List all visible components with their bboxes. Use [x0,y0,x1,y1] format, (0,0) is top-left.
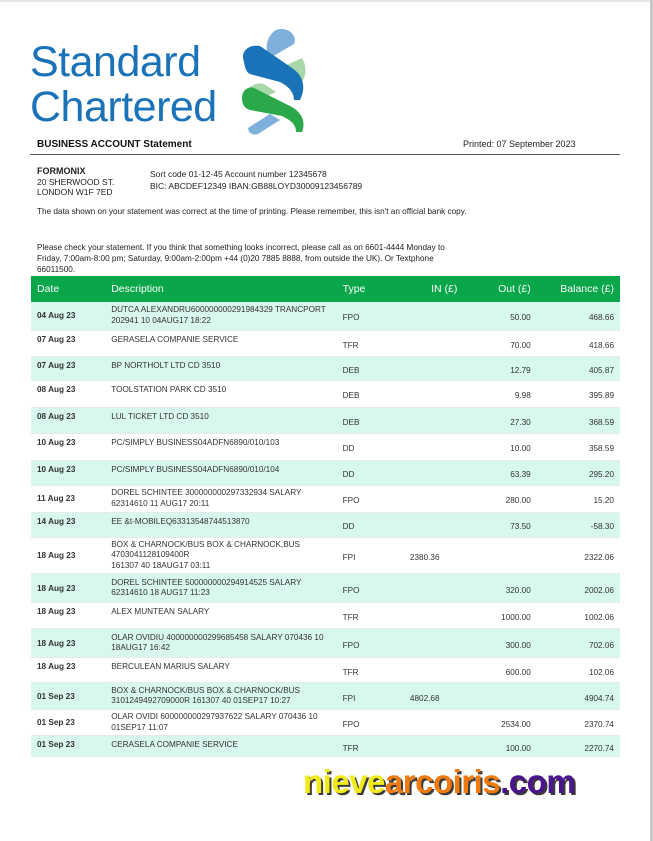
help-text: Please check your statement. If you think that something looks incorrect, please call as on 6601-4444 Monday to Friday, 7:00am-8:00 pm; Saturday, 9:00am-2:00pm +44 (0)20 7885 8888, from outside the UK). Or Textphone 66011500. [37,243,445,274]
cell-type [337,736,390,757]
out-value: 27.30 [510,417,531,427]
watermark-part-3: .com [500,763,576,800]
table-row [31,629,620,658]
cell-in [390,460,463,485]
out-value: 10.00 [510,444,531,453]
balance-value: 2322.06 [584,552,614,562]
cell-balance [537,460,620,485]
cell-type [337,380,390,407]
date-value: 08 Aug 23 [37,411,76,421]
balance-value: 295.20 [588,470,614,479]
cell-balance [537,433,620,460]
out-value: 70.00 [510,340,531,350]
cell-in [390,512,463,537]
cell-out [463,485,536,512]
out-value: 320.00 [505,585,531,595]
cell-type [337,485,390,512]
cell-balance [537,736,620,757]
table-row [31,658,620,683]
cell-description [105,736,336,757]
cell-in [390,683,463,710]
cell-description [105,407,336,433]
cell-balance [537,683,620,710]
cell-balance [537,574,620,603]
cell-out [463,433,536,460]
date-value: 01 Sep 23 [37,718,75,727]
cell-balance [537,710,620,736]
cell-balance [537,629,620,658]
column-header-balance: Balance (£) [537,276,620,302]
cell-out [463,380,536,407]
balance-value: 702.06 [588,640,614,650]
cell-description [105,460,336,485]
table-row [31,603,620,629]
customer-address-line-2: LONDON W1F 7ED [37,187,113,197]
out-value: 12.79 [510,365,531,375]
out-value: 73.50 [510,522,531,531]
cell-date [31,658,105,683]
type-value: TFR [342,743,359,753]
balance-value: 395.89 [588,391,614,400]
cell-description [105,683,336,710]
cell-date [31,356,105,380]
cell-out [463,736,536,757]
description-line-1: DOREL SCHINTEE 500000000294914525 SALARY [111,577,302,587]
description-line-1: EE &t-MOBILEQ63313548744513870 [111,516,250,526]
cell-out [463,574,536,603]
date-value: 10 Aug 23 [37,437,76,447]
cell-date [31,460,105,485]
cell-type [337,658,390,683]
description-line-1: PC/SIMPLY BUSINESS04ADFN6890/010/104 [111,464,280,474]
statement-title: BUSINESS ACCOUNT Statement [37,139,192,150]
balance-value: 405.87 [588,365,614,375]
column-header-out: Out (£) [463,276,536,302]
bic-iban: BIC: ABCDEF12349 IBAN:GB88LOYD30009123456789 [150,181,363,191]
customer-block [37,166,114,198]
table-row [31,710,620,736]
account-details [150,168,362,192]
description-line-1: DOREL SCHINTEE 300000000297332934 SALARY [111,488,302,497]
cell-balance [537,407,620,433]
table-row [31,537,620,574]
balance-value: 468.66 [588,313,614,323]
type-value: FPO [342,640,360,650]
cell-in [390,736,463,757]
column-header-in: IN (£) [390,276,463,302]
date-value: 01 Sep 23 [37,740,75,749]
cell-description [105,330,336,356]
cell-type [337,603,390,629]
cell-description [105,356,336,380]
out-value: 300.00 [505,640,531,650]
cell-type [337,710,390,736]
balance-value: 4904.74 [584,693,614,703]
cell-description [105,433,336,460]
balance-value: 15.20 [593,496,614,505]
cell-out [463,658,536,683]
date-value: 11 Aug 23 [37,494,75,503]
cell-balance [537,330,620,356]
cell-in [390,302,463,330]
cell-date [31,433,105,460]
column-header-date: Date [31,276,105,302]
cell-date [31,407,105,433]
column-header-type: Type [337,276,390,302]
description-line-1: CERASELA COMPANIE SERVICE [111,740,238,749]
brand-line-1: Standard [30,38,201,86]
type-value: DD [342,522,355,531]
description-line-1: OLAR OVIDIU 400000000299685458 SALARY 070436 10 [111,632,324,642]
cell-date [31,380,105,407]
description-line-2: 62314610 18 AUG17 11:23 [111,588,210,597]
cell-in [390,380,463,407]
transactions-table [31,276,620,757]
cell-out [463,356,536,380]
cell-type [337,302,390,330]
type-value: FPO [342,496,360,505]
table-row [31,460,620,485]
cell-type [337,356,390,380]
table-row [31,330,620,356]
table-row [31,433,620,460]
cell-balance [537,380,620,407]
type-value: TFR [342,613,359,622]
out-value: 600.00 [505,667,531,677]
cell-description [105,380,336,407]
table-row [31,356,620,380]
column-header-description: Description [105,276,336,302]
date-value: 18 Aug 23 [37,550,76,560]
cell-date [31,603,105,629]
date-value: 08 Aug 23 [37,384,76,394]
cell-out [463,302,536,330]
in-value: 2380.36 [409,552,440,562]
cell-out [463,407,536,433]
balance-value: 102.06 [588,667,614,677]
cell-description [105,537,336,574]
customer-address-line-1: 20 SHERWOOD ST. [37,176,115,187]
description-line-2: 3101249492709000R 161307 40 01SEP17 10:27 [111,696,291,705]
cell-date [31,330,105,356]
cell-type [337,574,390,603]
cell-date [31,683,105,710]
type-value: DEB [342,417,360,427]
statement-notice: The data shown on your statement was correct at the time of printing. Please remember, this isn't an official bank copy. [37,207,467,216]
header-divider [30,154,620,155]
balance-value: 358.59 [588,444,614,453]
customer-name: FORMONIX [37,166,86,176]
table-row [31,302,620,330]
cell-out [463,603,536,629]
sort-code-account-number: Sort code 01-12-45 Account number 12345678 [150,169,327,179]
type-value: DEB [342,365,360,375]
cell-date [31,710,105,736]
description-line-2: 62314610 11 AUG17 20:11 [111,498,210,508]
description-line-1: BOX & CHARNOCK/BUS BOX & CHARNOCK,BUS 4703041128109400R [111,539,301,559]
cell-type [337,460,390,485]
brand-line-2: Chartered [30,83,217,131]
description-line-1: BP NORTHOLT LTD CD 3510 [111,360,221,370]
cell-in [390,537,463,574]
out-value: 280.00 [505,496,531,505]
cell-date [31,485,105,512]
description-line-2: 202941 10 04AUG17 18:22 [111,315,211,325]
description-line-1: GERASELA COMPANIE SERVICE [111,334,239,344]
out-value: 2534.00 [501,720,531,729]
cell-type [337,629,390,658]
balance-value: 368.59 [588,417,614,427]
cell-out [463,629,536,658]
type-value: FPO [342,313,360,323]
description-line-1: BERCULEAN MARIUS SALARY [111,662,230,671]
balance-value: 2270.74 [584,743,614,753]
type-value: DD [342,444,355,453]
cell-out [463,460,536,485]
table-row [31,380,620,407]
cell-in [390,658,463,683]
cell-type [337,537,390,574]
cell-balance [537,356,620,380]
cell-type [337,683,390,710]
date-value: 18 Aug 23 [37,583,76,593]
in-value: 4802.68 [409,693,440,703]
table-row [31,736,620,757]
description-line-1: TOOLSTATION PARK CD 3510 [111,384,227,394]
cell-in [390,710,463,736]
type-value: TFR [342,340,359,350]
cell-in [390,356,463,380]
cell-balance [537,537,620,574]
description-line-1: BOX & CHARNOCK/BUS BOX & CHARNOCK/BUS [111,685,301,695]
description-line-2: 161307 40 18AUG17 03:11 [111,560,211,570]
out-value: 1000.00 [501,613,531,622]
cell-description [105,302,336,330]
cell-balance [537,658,620,683]
cell-out [463,710,536,736]
type-value: FPO [342,720,360,729]
cell-out [463,512,536,537]
date-value: 18 Aug 23 [37,662,76,671]
date-value: 10 Aug 23 [37,464,76,474]
description-line-1: OLAR OVIDI 600000000297937622 SALARY 070436 10 [111,712,318,721]
cell-date [31,537,105,574]
cell-description [105,629,336,658]
date-value: 07 Aug 23 [37,360,76,370]
cell-out [463,330,536,356]
description-line-1: DUTCA ALEXANDRU600000000291984329 TRANCPORT [111,305,326,315]
out-value: 63.39 [510,470,531,479]
type-value: FPI [342,552,356,562]
type-value: FPI [342,693,356,703]
cell-description [105,485,336,512]
cell-description [105,574,336,603]
watermark-part-1: nieve [303,763,385,800]
cell-description [105,658,336,683]
cell-date [31,574,105,603]
cell-in [390,407,463,433]
description-line-1: LUL TICKET LTD CD 3510 [111,411,209,421]
cell-date [31,302,105,330]
watermark [303,763,575,801]
balance-value: 2370.74 [584,720,614,729]
date-value: 07 Aug 23 [37,334,76,344]
date-value: 01 Sep 23 [37,691,75,701]
cell-type [337,330,390,356]
out-value: 100.00 [505,743,531,753]
date-value: 14 Aug 23 [37,516,76,526]
table-row [31,512,620,537]
description-line-2: 01SEP17 11:07 [111,722,168,732]
cell-out [463,683,536,710]
cell-type [337,512,390,537]
balance-value: 2002.06 [584,585,614,595]
cell-in [390,603,463,629]
balance-value: 1002.06 [584,613,614,622]
cell-in [390,485,463,512]
cell-description [105,710,336,736]
cell-in [390,629,463,658]
type-value: DEB [342,391,360,400]
watermark-part-2: arcoiris [384,763,501,800]
balance-value: -58.30 [590,522,614,531]
description-line-1: ALEX MUNTEAN SALARY [111,607,210,616]
cell-date [31,736,105,757]
cell-type [337,433,390,460]
cell-out [463,537,536,574]
out-value: 50.00 [510,313,531,323]
cell-balance [537,603,620,629]
cell-in [390,433,463,460]
table-row [31,574,620,603]
cell-date [31,629,105,658]
date-value: 04 Aug 23 [37,311,76,321]
type-value: FPO [342,585,360,595]
table-row [31,485,620,512]
cell-balance [537,302,620,330]
cell-balance [537,512,620,537]
cell-description [105,603,336,629]
standard-chartered-logo-icon [236,28,308,136]
brand-wordmark [30,40,217,130]
table-row [31,407,620,433]
top-border [0,0,653,2]
cell-description [105,512,336,537]
out-value: 9.98 [514,391,531,400]
date-value: 18 Aug 23 [37,607,76,616]
description-line-1: PC/SIMPLY BUSINESS04ADFN6890/010/103 [111,437,280,447]
cell-in [390,330,463,356]
printed-date: Printed: 07 September 2023 [463,139,576,149]
cell-date [31,512,105,537]
type-value: DD [342,470,355,479]
cell-type [337,407,390,433]
type-value: TFR [342,667,359,677]
date-value: 18 Aug 23 [37,638,76,648]
balance-value: 418.66 [588,340,614,350]
cell-balance [537,485,620,512]
table-header-row [31,276,620,302]
cell-in [390,574,463,603]
description-line-2: 18AUG17 16:42 [111,643,170,652]
table-row [31,683,620,710]
